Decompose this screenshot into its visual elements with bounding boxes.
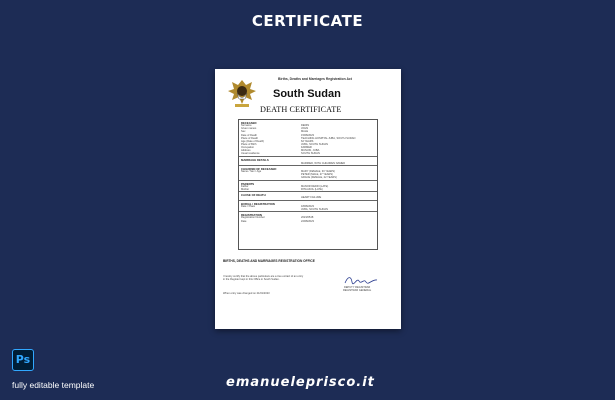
registrar-line-1: DEPUTY REGISTRAR xyxy=(343,286,371,289)
field-label: Place of Death xyxy=(241,136,259,140)
section-heading: DECEASED xyxy=(241,121,257,125)
field-label: Given names xyxy=(241,127,257,131)
field-label: Date / Place xyxy=(241,204,256,208)
certification-line-1: I hereby certify that the above particulars are a true extract of an entry xyxy=(223,275,304,278)
photoshop-icon: Ps xyxy=(12,349,34,371)
field-value: MUNUKI, JUBA xyxy=(301,149,320,152)
field-value: MALE xyxy=(301,130,309,134)
section-heading: BURIAL / REGISTRATION xyxy=(241,201,275,206)
field-value: JUBA, SOUTH SUDAN xyxy=(301,207,328,211)
certificate-title: DEATH CERTIFICATE xyxy=(260,105,342,114)
page-title: CERTIFICATE xyxy=(251,12,364,30)
field-value: SOUTH SUDAN xyxy=(301,152,320,156)
coat-of-arms-icon xyxy=(225,76,259,110)
certificate-table xyxy=(238,119,378,250)
registrar-block xyxy=(343,286,371,292)
field-value: MARRIED, WITH CHILDREN NAMED xyxy=(301,161,346,165)
field-value: GRACE (FEMALE, 22 YEARS) xyxy=(301,176,337,180)
field-value: TEACHING HOSPITAL JUBA, SOUTH SUDAN xyxy=(301,136,356,140)
field-label: Name / Sex / Age xyxy=(241,170,262,174)
signature xyxy=(343,274,379,286)
editable-template-label: fully editable template xyxy=(12,380,95,390)
field-value: 18/08/2023 xyxy=(301,204,314,208)
certification-line-2: in the Register kept in this Office in South Sudan. xyxy=(223,278,280,282)
section-heading: CAUSE OF DEATH xyxy=(241,193,266,198)
section-heading: MARRIAGE DETAILS xyxy=(241,158,269,163)
field-value: 62 YEARS xyxy=(301,139,314,143)
certificate-section xyxy=(239,211,377,224)
field-value: JOHN xyxy=(301,127,309,131)
changed-note: When entry was changed on 21/01/2023 xyxy=(223,292,270,295)
registrar-line-2: REGISTRAR GENERAL xyxy=(343,289,372,293)
field-label: Registration Number xyxy=(241,216,265,220)
field-value: FARMER xyxy=(301,145,312,149)
certification-text xyxy=(223,275,303,281)
country-name: South Sudan xyxy=(273,88,341,100)
registration-office: BIRTHS, DEATHS AND MARRIAGES REGISTRATION OFFICE xyxy=(223,259,315,263)
field-value: MARY (FEMALE, 30 YEARS) xyxy=(301,170,336,174)
field-value: JUBA, SOUTH SUDAN xyxy=(301,142,328,146)
field-label: Usual residence xyxy=(241,152,260,156)
act-line: Births, Deaths and Marriages Registration Act xyxy=(278,77,352,81)
field-value: DEDIN xyxy=(301,124,310,128)
section-heading: REGISTRATION xyxy=(241,213,262,218)
field-label: Sex xyxy=(241,130,246,134)
field-label: Place of Birth xyxy=(241,142,257,146)
field-value: RITA AKOL (LATE) xyxy=(301,187,323,191)
field-value: MANOR DEDIN (LATE) xyxy=(301,184,329,188)
field-value: PETER (MALE, 27 YEARS) xyxy=(301,173,333,177)
certificate-section xyxy=(239,165,377,181)
field-label: Surname xyxy=(241,124,252,128)
field-label: Date of Death xyxy=(241,133,258,137)
field-label: Address xyxy=(241,149,251,152)
field-label: Occupation xyxy=(241,145,255,149)
field-label: Date xyxy=(241,219,247,223)
field-label: Age (Date of Death) xyxy=(241,139,265,143)
field-value: 22/08/2023 xyxy=(301,219,314,223)
field-value: 15/08/2023 xyxy=(301,133,314,137)
field-value: HEART FAILURE xyxy=(301,196,322,200)
section-heading: PARENTS xyxy=(241,181,255,186)
field-value: 2023/0548 xyxy=(301,216,314,220)
field-label: Mother xyxy=(241,187,250,191)
certificate-document xyxy=(215,69,401,329)
website-label: emanueleprisco.it xyxy=(226,375,375,390)
field-label: Father xyxy=(241,184,249,188)
section-heading: CHILDREN OF DECEASED xyxy=(241,166,277,171)
certificate-section xyxy=(239,120,377,156)
